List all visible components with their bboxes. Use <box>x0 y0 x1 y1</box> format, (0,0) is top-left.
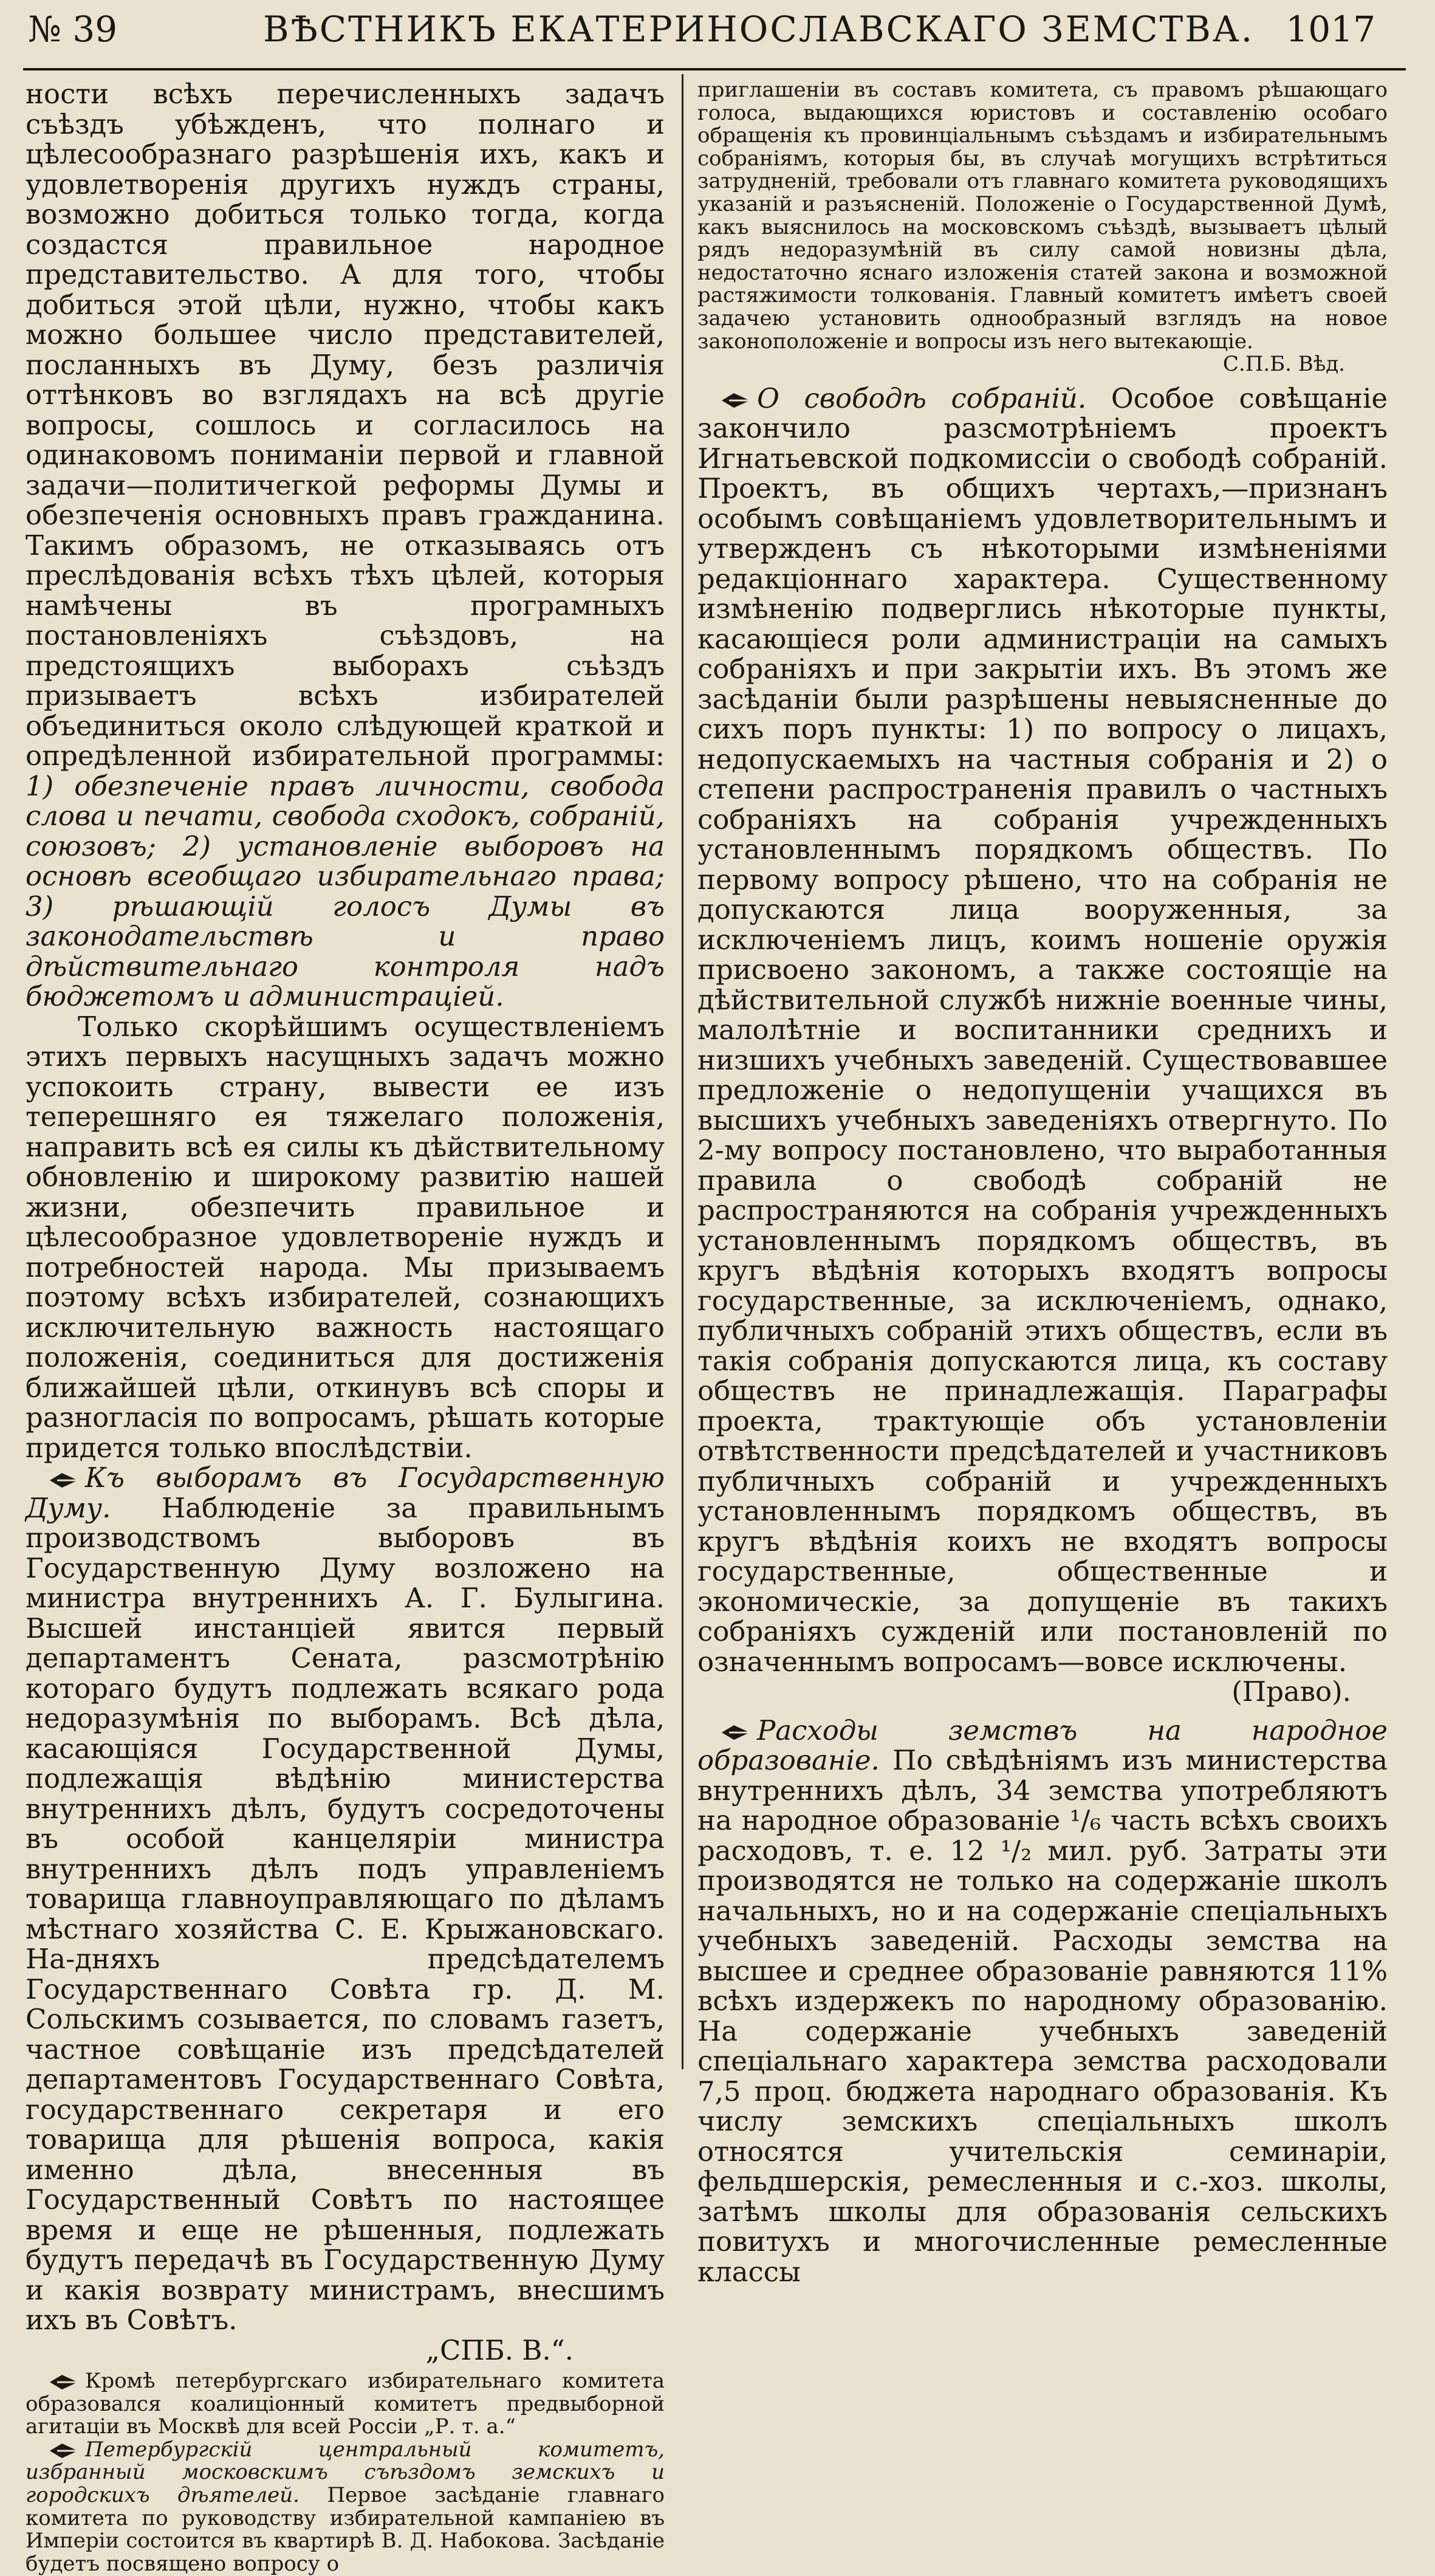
assembly-source: (Право). <box>1231 1675 1351 1708</box>
coalition-committee-text: Кромѣ петербургскаго избирательнаго комитета образовался коалиціонный комитетъ предвыборной агитаціи въ Москвѣ для всей Россіи „Р. т. а.“ <box>26 2369 665 2439</box>
program-text: ности всѣхъ перечисленныхъ задачъ съѣздъ убѣжденъ, что полнаго и цѣлесообразнаго разрѣшенія ихъ, какъ и удовлетворенія другихъ нуждъ страны, возможно добиться только тогда, когда создастся правильное народное представительство. А для того, чтобы добиться этой цѣли, нужно, чтобы какъ можно большее число представителей, посланныхъ въ Думу, безъ различія оттѣнковъ во взглядахъ на всѣ другіе вопросы, сошлось и согласилось на одинаковомъ пониманіи первой и главной задачи—политичегкой реформы Думы и обезпеченія основныхъ правъ гражданина. Такимъ образомъ, не отказываясь отъ преслѣдованія всѣхъ тѣхъ цѣлей, которыя намѣчены въ програмныхъ постановленіяхъ съѣздовъ, на предстоящихъ выборахъ съѣздъ призываетъ всѣхъ избирателей объединиться около слѣдующей краткой и опредѣленной избирательной программы: <box>26 78 665 772</box>
coalition-committee-note <box>26 2370 665 2439</box>
elections-text: Наблюденіе за правильнымъ производствомъ выборовъ въ Государственную Думу возложено на министра внутреннихъ А. Г. Булыгина. Высшей инстанціей явится первый департаментъ Сената, разсмотрѣнію котораго будутъ подлежать всякаго рода недоразумѣнія по выборамъ. Всѣ дѣла, касающіяся Государственной Думы, подлежащія вѣдѣнію министерства внутреннихъ дѣлъ, будутъ сосредоточены въ особой канцеляріи министра внутреннихъ дѣлъ подъ управленіемъ товарища главноуправляющаго по дѣламъ мѣстнаго хозяйства С. Е. Крыжановскаго. На-дняхъ предсѣдателемъ Государственнаго Совѣта гр. Д. М. Сольскимъ созывается, по словамъ газетъ, частное совѣщаніе изъ предсѣдателей департаментовъ Государственнаго Совѣта, государственнаго секретаря и его товарища для рѣшенія вопроса, какія именно дѣла, внесенныя въ Государственный Совѣтъ по настоящее время и еще не рѣшенныя, подлежать будутъ передачѣ въ Государственную Думу и какія возврату министрамъ, внесшимъ ихъ въ Совѣтъ. <box>26 1491 665 2336</box>
pointing-hand-icon <box>722 391 750 410</box>
central-committee-note <box>26 2439 665 2576</box>
issue-number: № 39 <box>28 9 118 50</box>
pointing-hand-icon <box>722 1723 750 1742</box>
central-committee-text: Первое засѣданіе главнаго комитета по руководству избирательной кампаніею въ Имперіи состоится въ квартирѣ В. Д. Набокова. Засѣданіе будетъ посвящено вопросу о <box>26 2482 665 2576</box>
central-committee-heading: Петербургскій центральный комитетъ, избранный московскимъ съѣздомъ земскихъ и городскихъ дѣятелей. <box>26 2437 665 2507</box>
committee-continuation: приглашеніи въ составъ комитета, съ правомъ рѣшающаго голоса, выдающихся юристовъ и составленію особаго обращенія къ провинціальнымъ съѣздамъ и избирательнымъ собраніямъ, которыя бы, въ случаѣ могущихъ встрѣтиться затрудненій, требовали отъ главнаго комитета руководящихъ указаній и разъясненій. Положеніе о Государственной Думѣ, какъ выяснилось на московскомъ съѣздѣ, вызываетъ цѣлый рядъ недоразумѣній въ силу самой новизны дѣла, недостаточно яснаго изложенія статей закона и возможной растяжимости толкованія. Главный комитетъ имѣетъ своей задачею установить однообразный взглядъ на новое законоположеніе и вопросы изъ него вытекающіе. <box>697 78 1388 354</box>
page-header <box>23 0 1406 73</box>
article-continuation <box>26 79 665 1012</box>
pointing-hand-icon <box>50 1471 78 1489</box>
elections-source: „СПБ. В.“. <box>425 2334 574 2366</box>
program-points: 1) обезпеченіе правъ личности, свобода слова и печати, свобода сходокъ, собраній, союзовъ; 2) установленіе выборовъ на основѣ всеобщаго избирательнаго права; 3) рѣшающій голосъ Думы въ законодательствѣ и право дѣйствительнаго контроля надъ бюджетомъ и администраціей. <box>26 769 665 1012</box>
education-heading: Расходы земствъ на народное образованіе. <box>697 1714 1388 1777</box>
pointing-hand-icon <box>50 2442 78 2460</box>
assembly-heading: О свободѣ собраній. <box>757 382 1087 414</box>
education-article <box>697 1716 1388 2287</box>
elections-article <box>26 1463 665 2335</box>
appeal-paragraph: Только скорѣйшимъ осуществленіемъ этихъ первыхъ насущныхъ задачъ можно успокоить страну, вывести ее изъ теперешняго ея тяжелаго положенія, направить всѣ ея силы къ дѣйствительному обновленію и широкому развитію нашей жизни, обезпечить правильное и цѣлесообразное удовлетвореніе нуждъ и потребностей народа. Мы призываемъ поэтому всѣхъ избирателей, сознающихъ исключительную важность настоящаго положенія, соединиться для достиженія ближайшей цѣли, откинувъ всѣ споры и разногласія по вопросамъ, рѣшать которые придется только впослѣдствіи. <box>26 1010 665 1464</box>
education-text: По свѣдѣніямъ изъ министерства внутреннихъ дѣлъ, 34 земства употребляютъ на народное образованіе ¹/₆ часть всѣхъ своихъ расходовъ, т. е. 12 ¹/₂ мил. руб. Затраты эти производятся не только на содержаніе школъ начальныхъ, но и на содержаніе спеціальныхъ учебныхъ заведеній. Расходы земства на высшее и среднее образованіе равняются 11% всѣхъ издержекъ по народному образованію. На содержаніе учебныхъ заведеній спеціальнаго характера земства расходовали 7,5 проц. бюджета народнаго образованія. Къ числу земскихъ спеціальныхъ школъ относятся учительскія семинаріи, фельдшерскія, ремесленныя и с.-хоз. школы, затѣмъ школы для образованія сельскихъ повитухъ и многочисленные ремесленные классы <box>697 1744 1388 2288</box>
pointing-hand-icon <box>50 2373 78 2391</box>
assembly-text: Особое совѣщаніе закончило разсмотрѣніемъ проектъ Игнатьевской подкомиссіи о свободѣ собраній. Проектъ, въ общихъ чертахъ,—признанъ особымъ совѣщаніемъ удовлетворительнымъ и утвержденъ съ нѣкоторыми измѣненіями редакціоннаго характера. Существенному измѣненію подверглись нѣкоторые пункты, касающіеся роли администраціи на самыхъ собраніяхъ и при закрытіи ихъ. Въ этомъ же засѣданіи были разрѣшены невыясненные до сихъ поръ пункты: 1) по вопросу о лицахъ, недопускаемыхъ на частныя собранія и 2) о степени распространенія правилъ о частныхъ собраніяхъ на собранія учрежденныхъ установленнымъ порядкомъ обществъ. По первому вопросу рѣшено, что на собранія не допускаются лица вооруженныя, за исключеніемъ лицъ, коимъ ношеніе оружія присвоено закономъ, а также состоящіе на дѣйствительной службѣ нижніе военные чины, малолѣтніе и воспитанники среднихъ и низшихъ учебныхъ заведеній. Существовавшее предложеніе о недопущеніи учащихся въ высшихъ учебныхъ заведеніяхъ отвергнуто. По 2-му вопросу постановлено, что выработанныя правила о свободѣ собраній не распространяются на собранія учрежденныхъ установленнымъ порядкомъ обществъ, въ кругъ вѣдѣнія которыхъ входятъ вопросы государственные, за исключеніемъ, однако, публичныхъ собраній этихъ обществъ, если въ такія собранія допускаются лица, къ составу обществъ не принадлежащія. Параграфы проекта, трактующіе объ установленіи отвѣтственности предсѣдателей и участниковъ публичныхъ собраній и учрежденныхъ установленнымъ порядкомъ обществъ, въ кругъ вѣдѣнія коихъ не входятъ вопросы государственные, общественные и экономическіе, за допущеніе въ такихъ собраніяхъ сужденій или постановленій по означеннымъ вопросамъ—вовсе исключены. <box>697 382 1388 1678</box>
elections-heading: Къ выборамъ въ Государственную Думу. <box>26 1461 665 1524</box>
right-column <box>697 78 1388 2288</box>
left-column <box>26 78 665 2576</box>
committee-source: С.П.Б. Вѣд. <box>1222 352 1345 377</box>
journal-title: ВѢСТНИКЪ ЕКАТЕРИНОСЛАВСКАГО ЗЕМСТВА. <box>263 9 1255 50</box>
header-rule <box>23 68 1406 70</box>
assembly-article <box>697 383 1388 1677</box>
column-divider <box>682 74 683 2069</box>
page-number: 1017 <box>1286 9 1375 50</box>
